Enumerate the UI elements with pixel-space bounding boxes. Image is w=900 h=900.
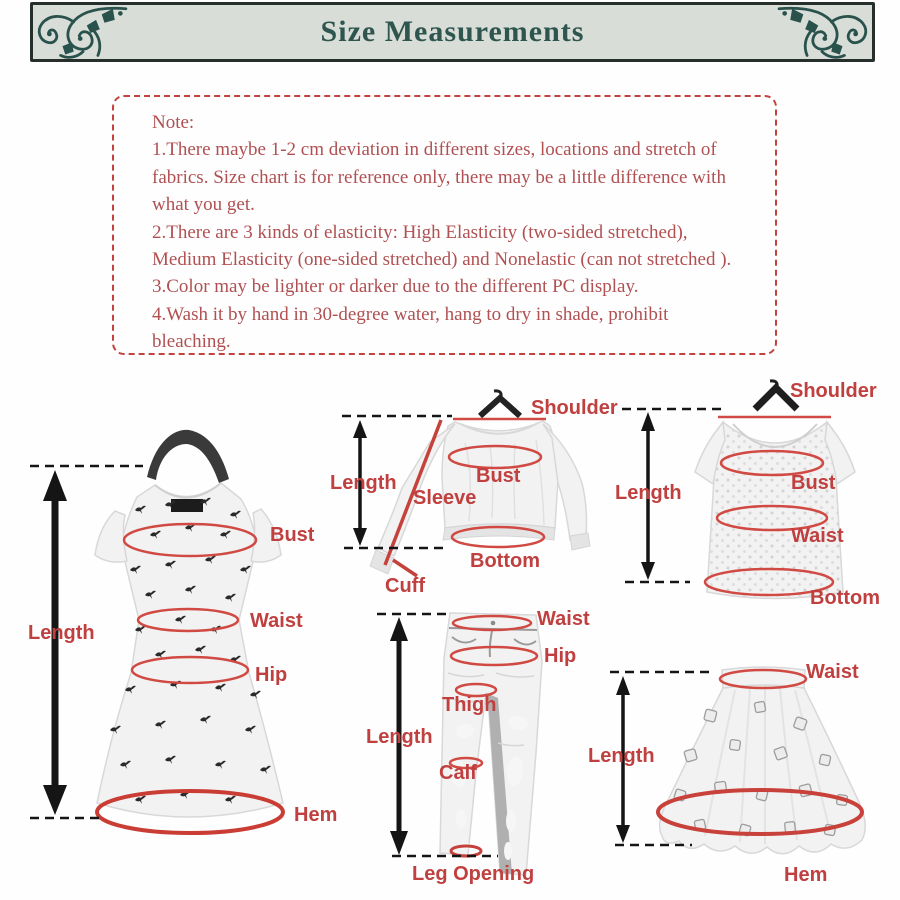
jeans-waist-label: Waist [537,608,590,630]
flourish-ornament-right [772,5,872,61]
jeans-length-label: Length [366,726,433,748]
note-line: 4.Wash it by hand in 30-degree water, hang to dry in shade, prohibit [152,303,669,325]
tshirt-shoulder-label: Shoulder [790,380,877,402]
header-banner [30,2,875,62]
dress-length-label: Length [28,622,95,644]
note-box [112,95,777,355]
sweater-bottom-label: Bottom [470,550,540,572]
note-line: 2.There are 3 kinds of elasticity: High Elasticity (two-sided stretched), [152,221,688,243]
sweater-sleeve-label: Sleeve [413,487,477,509]
skirt-length-label: Length [588,745,655,767]
tshirt-bust-label: Bust [791,472,836,494]
tshirt-bottom-label: Bottom [810,587,880,609]
dress-hem-label: Hem [294,804,338,826]
note-title: Note: [152,112,195,133]
jeans-thigh-label: Thigh [442,694,497,716]
note-line: what you get. [152,194,255,216]
page-title: Size Measurements [320,15,585,48]
sweater-cuff-label: Cuff [385,575,425,597]
skirt-hem-label: Hem [784,864,828,886]
tshirt-length-label: Length [615,482,682,504]
hanger-icon [480,391,520,416]
jeans-calf-label: Calf [439,762,477,784]
dress-bust-label: Bust [270,524,315,546]
jeans-leg-opening-label: Leg Opening [412,863,535,885]
dress-waist-label: Waist [250,610,303,632]
note-line: bleaching. [152,331,231,353]
note-line: 1.There maybe 1-2 cm deviation in different sizes, locations and stretch of [152,139,717,161]
jeans-hip-label: Hip [544,645,577,667]
note-line: Medium Elasticity (one-sided stretched) and Nonelastic (can not stretched ). [152,249,732,271]
sweater-length-label: Length [330,472,397,494]
cuff-measure-line [393,560,417,576]
skirt-waist-label: Waist [806,661,859,683]
flourish-ornament-left [33,5,133,61]
sweater-bust-label: Bust [476,465,521,487]
note-line: fabrics. Size chart is for reference only, there may be a little difference with [152,166,726,188]
note-line: 3.Color may be lighter or darker due to the different PC display. [152,276,639,298]
hanger-icon [147,430,229,483]
tshirt-waist-label: Waist [791,525,844,547]
dress-hip-label: Hip [255,664,288,686]
sweater-shoulder-label: Shoulder [531,397,618,419]
